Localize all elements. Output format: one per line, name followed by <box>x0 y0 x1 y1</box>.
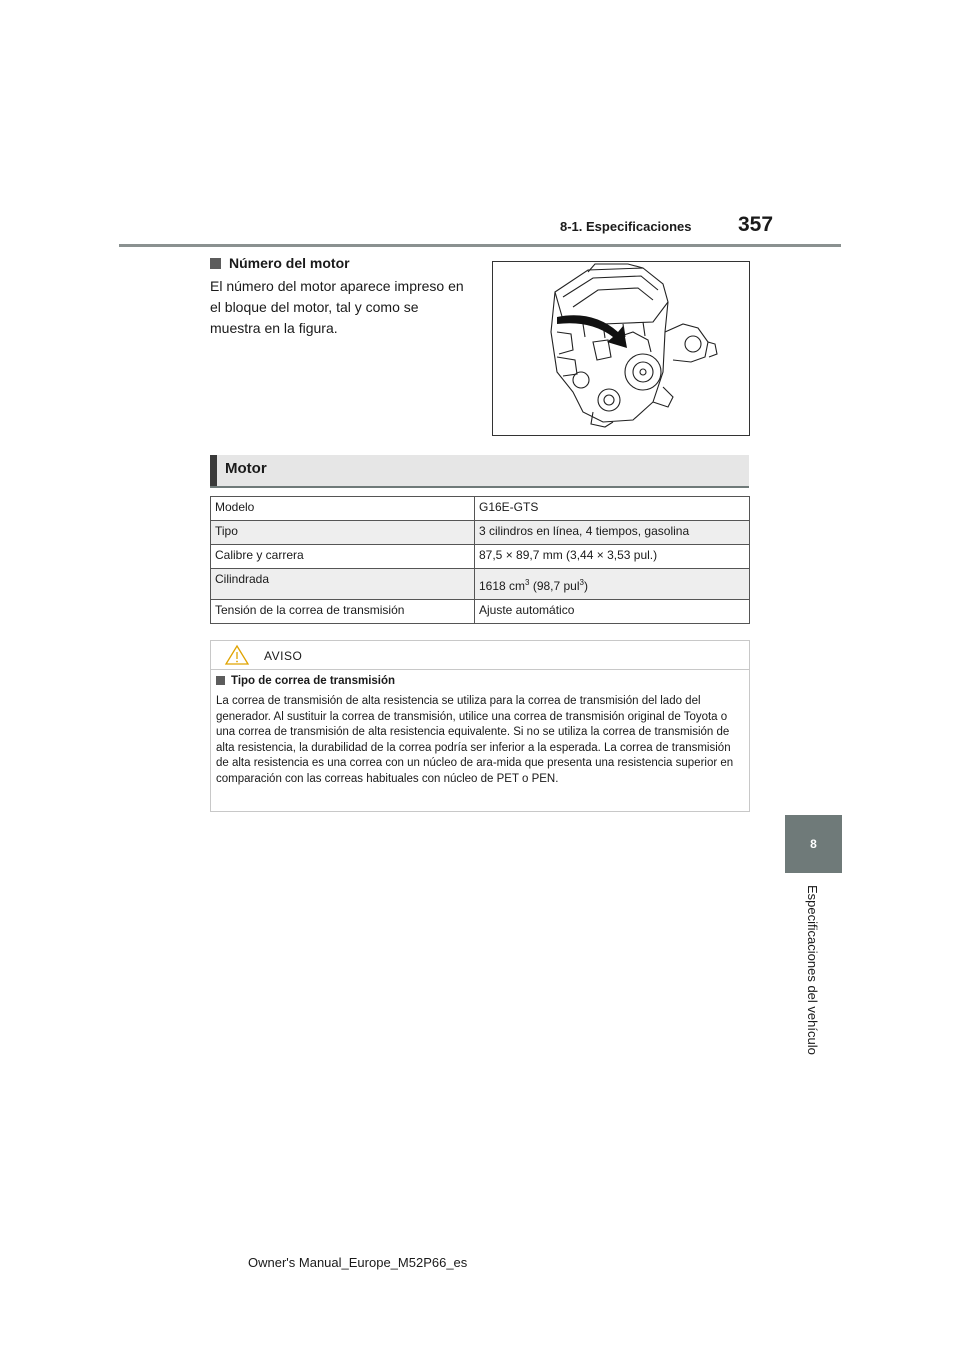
chapter-number: 8 <box>810 837 817 851</box>
spec-value: 87,5 × 89,7 mm (3,44 × 3,53 pul.) <box>475 545 750 569</box>
engine-number-description: El número del motor aparece impreso en el bloque del motor, tal y como se muestra en la figura. <box>210 278 464 336</box>
table-row <box>211 600 750 624</box>
spec-label: Tensión de la correa de transmisión <box>211 600 475 624</box>
notice-label: AVISO <box>264 649 303 663</box>
chapter-title: Especificaciones del vehículo <box>805 885 820 1055</box>
table-row <box>211 521 750 545</box>
spec-label: Tipo <box>211 521 475 545</box>
notice-body: La correa de transmisión de alta resistencia se utiliza para la correa de transmisión del lado del generador. Al sustituir la correa de transmisión, utilice una correa de transmisión original de Toyota o una correa de transmisión de alta resistencia equivalente. Si no se utiliza la correa de transmisión de alta resistencia, la durabilidad de la correa podría ser inferior a la esperada. La correa de transmisión de alta resistencia es una correa con un núcleo de ara-mida que presenta una resistencia superior en comparación con las correas habituales con núcleo de PET o PEN. <box>216 695 734 785</box>
spec-label: Calibre y carrera <box>211 545 475 569</box>
motor-section-title: Motor <box>225 460 267 477</box>
header-rule <box>119 244 841 247</box>
spec-label: Modelo <box>211 497 475 521</box>
notice-header <box>211 641 749 670</box>
engine-number-heading <box>210 255 350 271</box>
notice-title: Tipo de correa de transmisión <box>231 675 396 687</box>
table-row <box>211 497 750 521</box>
table-row <box>211 569 750 600</box>
square-bullet-icon <box>216 676 225 685</box>
engine-number-title: Número del motor <box>229 255 350 271</box>
spec-label: Cilindrada <box>211 569 475 600</box>
footer-text: Owner's Manual_Europe_M52P66_es <box>248 1255 468 1270</box>
page-number: 357 <box>738 213 774 236</box>
engine-illustration <box>492 261 750 436</box>
motor-section-heading <box>210 455 749 488</box>
table-row <box>211 545 750 569</box>
running-header-section: 8-1. Especificaciones <box>560 219 692 234</box>
spec-value: Ajuste automático <box>475 600 750 624</box>
notice-box <box>210 640 750 812</box>
notice-heading <box>216 675 395 687</box>
spec-value: G16E-GTS <box>475 497 750 521</box>
warning-triangle-icon <box>224 644 250 666</box>
square-bullet-icon <box>210 258 221 269</box>
spec-value: 3 cilindros en línea, 4 tiempos, gasolina <box>475 521 750 545</box>
engine-spec-table <box>210 496 750 624</box>
heading-accent-bar <box>210 455 217 486</box>
chapter-tab[interactable] <box>785 815 842 873</box>
spec-value: 1618 $cm^3$ (98,7 pul$^3$) <box>475 569 750 600</box>
